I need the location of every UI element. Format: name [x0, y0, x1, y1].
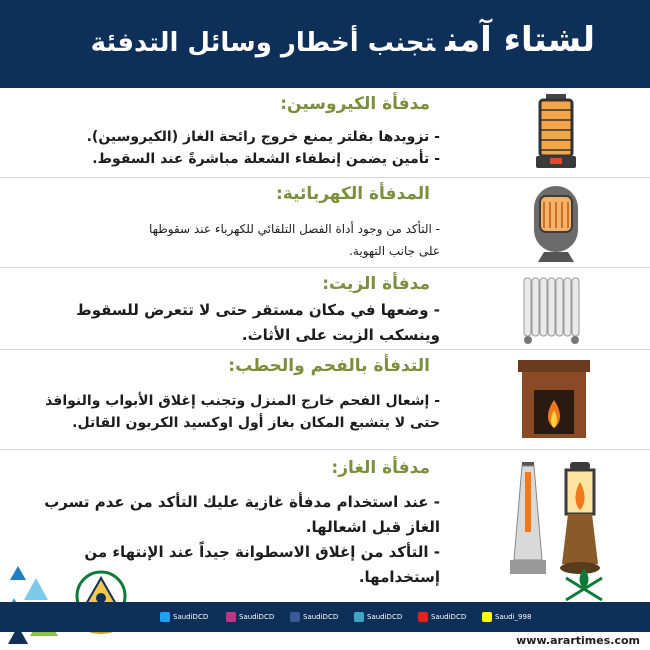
section-title: مدفأة الكيروسين: — [280, 94, 430, 114]
section-line: - تزويدها بفلتر يمنع خروج رائحة الغاز (الكيروسين). — [86, 129, 440, 145]
section-line: - التأكد من إغلاق الاسطوانة جيداً عند الإنتهاء من — [84, 543, 440, 561]
section-charcoal — [0, 350, 650, 450]
section-line: إستخدامها. — [358, 568, 440, 586]
section-title: المدفأة الكهربائية: — [276, 184, 430, 204]
social-handle[interactable] — [226, 610, 274, 624]
section-line: وينسكب الزيت على الأثاث. — [241, 326, 440, 344]
handle-label: SaudiDCD — [303, 613, 339, 621]
kerosene-heater-illustration — [528, 94, 584, 174]
section-title: التدفأة بالفحم والحطب: — [228, 356, 430, 376]
oil-heater-illustration — [518, 274, 586, 346]
twitter-icon — [160, 612, 170, 622]
facebook-icon — [290, 612, 300, 622]
handle-label: SaudiDCD — [431, 613, 467, 621]
title-sub: تجنب أخطار وسائل التدفئة — [90, 28, 436, 58]
social-handle[interactable] — [290, 610, 338, 624]
header-banner — [0, 0, 650, 88]
section-line: - عند استخدام مدفأة غازية عليك التأكد من عدم تسرب — [44, 493, 440, 511]
fireplace-illustration — [516, 356, 592, 440]
section-body — [149, 218, 440, 262]
social-handle[interactable] — [354, 610, 402, 624]
section-body — [45, 390, 440, 434]
section-oil — [0, 268, 650, 350]
youtube-icon — [418, 612, 428, 622]
handle-label: SaudiDCD — [239, 613, 275, 621]
periscope-icon — [354, 612, 364, 622]
gas-lantern-heater-illustration — [556, 460, 604, 578]
section-line: حتى لا يتشبع المكان بغاز أول اوكسيد الكربون القاتل. — [72, 415, 440, 431]
handle-label: Saudi_998 — [495, 613, 532, 621]
section-kerosene — [0, 88, 650, 178]
section-line: - وضعها في مكان مستقر حتى لا تتعرض للسقوط — [76, 301, 440, 319]
handle-label: SaudiDCD — [173, 613, 209, 621]
section-line: - إشعال الفحم خارج المنزل وتجنب إغلاق الأبواب والنوافذ — [45, 393, 440, 409]
social-handle[interactable] — [482, 610, 531, 624]
section-title: مدفأة الزيت: — [322, 274, 430, 294]
social-handle[interactable] — [418, 610, 466, 624]
title-main: لشتاء آمن — [445, 20, 595, 60]
page-title — [91, 20, 595, 60]
section-line: على جانب التهوية. — [349, 244, 440, 258]
section-electric — [0, 178, 650, 268]
section-line: - التأكد من وجود أداة الفصل التلقائي للكهرباء عند سقوطها — [149, 222, 440, 236]
electric-heater-illustration — [530, 184, 582, 264]
social-handle[interactable] — [160, 610, 208, 624]
handle-label: SaudiDCD — [367, 613, 403, 621]
section-line: - تأمين يضمن إنطفاء الشعلة مباشرةً عند السقوط. — [92, 151, 440, 167]
section-body — [87, 126, 440, 170]
section-title: مدفأة الغاز: — [331, 458, 430, 478]
section-body — [76, 298, 440, 348]
section-line: الغاز قبل اشعالها. — [305, 518, 440, 536]
saudi-emblem — [556, 566, 612, 606]
snapchat-icon — [482, 612, 492, 622]
gas-tower-heater-illustration — [508, 460, 548, 578]
watermark: www.arartimes.com — [512, 634, 644, 647]
instagram-icon — [226, 612, 236, 622]
